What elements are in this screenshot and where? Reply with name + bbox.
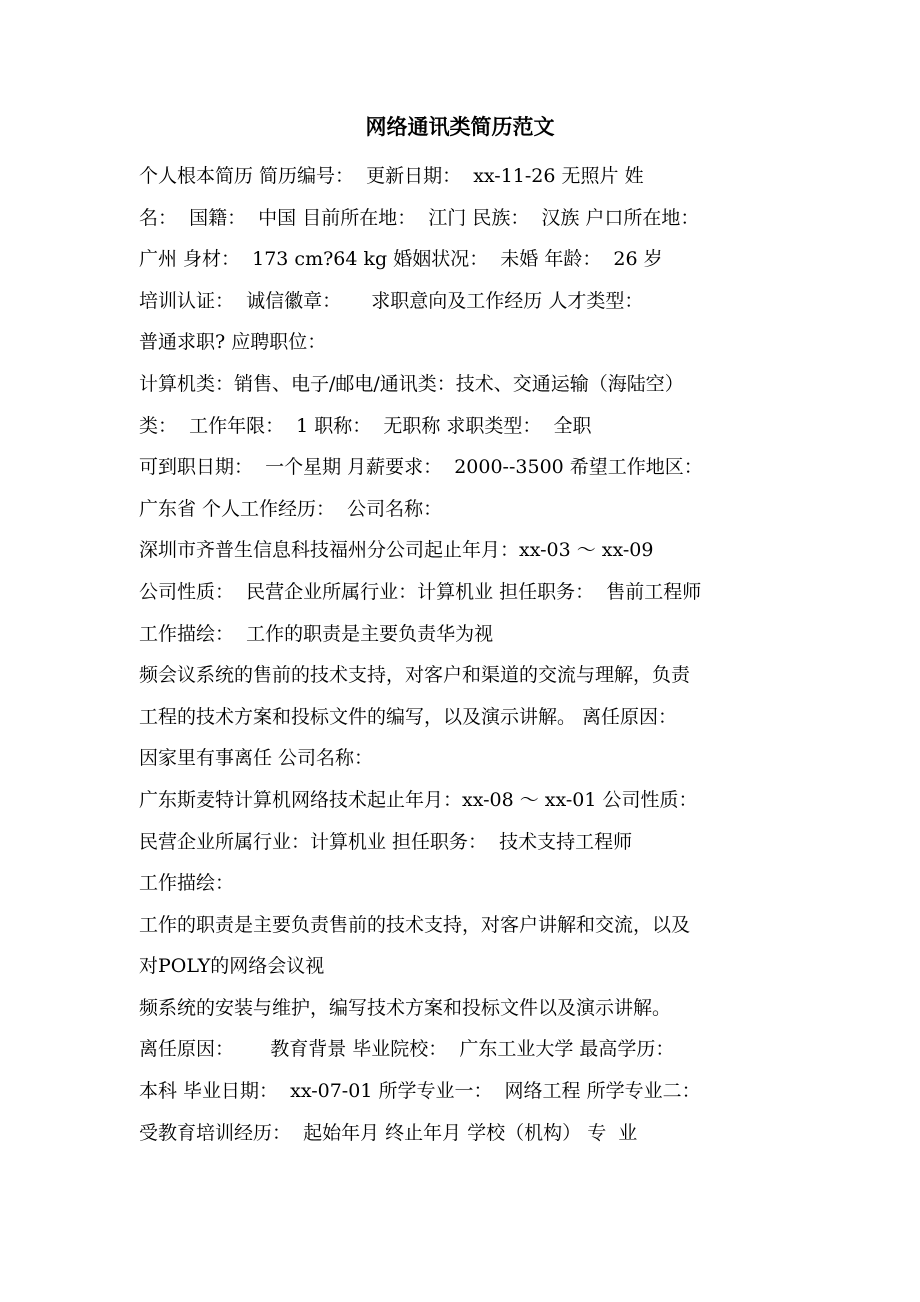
text-line: 广州 身材： 173 cm?64 kg 婚姻状况： 未婚 年龄： 26 岁 xyxy=(139,248,663,271)
text-line: 离任原因： 教育背景 毕业院校： 广东工业大学 最高学历： xyxy=(139,1038,675,1061)
text-line: 可到职日期： 一个星期 月薪要求： 2000--3500 希望工作地区： xyxy=(139,456,703,479)
text-line: 计算机类：销售、电子/邮电/通讯类：技术、交通运输（海陆空） xyxy=(139,372,684,395)
text-line: 受教育培训经历： 起始年月 终止年月 学校（机构） 专 业 xyxy=(139,1121,638,1144)
text-line: 培训认证： 诚信徽章： 求职意向及工作经历 人才类型： xyxy=(139,289,644,312)
text-line: 对POLY的网络会议视 xyxy=(139,955,325,978)
text-line: 工程的技术方案和投标文件的编写，以及演示讲解。 离任原因： xyxy=(139,705,678,728)
text-line: 工作描绘： 工作的职责是主要负责华为视 xyxy=(139,622,494,645)
text-line: 类： 工作年限： 1 职称： 无职称 求职类型： 全职 xyxy=(139,414,592,437)
text-line: 名： 国籍： 中国 目前所在地： 江门 民族： 汉族 户口所在地： xyxy=(139,206,700,229)
text-line: 普通求职? 应聘职位： xyxy=(139,331,327,354)
text-line: 公司性质： 民营企业所属行业：计算机业 担任职务： 售前工程师 xyxy=(139,580,702,603)
text-line: 深圳市齐普生信息科技福州分公司起止年月：xx-03 ～ xx-09 xyxy=(139,539,654,562)
text-line: 工作的职责是主要负责售前的技术支持，对客户讲解和交流，以及 xyxy=(139,913,691,936)
text-line: 因家里有事离任 公司名称： xyxy=(139,747,374,770)
text-line: 民营企业所属行业：计算机业 担任职务： 技术支持工程师 xyxy=(139,830,633,853)
text-line: 工作描绘： xyxy=(139,872,235,895)
text-line: 频系统的安装与维护，编写技术方案和投标文件以及演示讲解。 xyxy=(139,996,672,1019)
text-line: 频会议系统的售前的技术支持，对客户和渠道的交流与理解，负责 xyxy=(139,664,691,687)
text-line: 广东省 个人工作经历： 公司名称： xyxy=(139,497,443,520)
text-line: 广东斯麦特计算机网络技术起止年月：xx-08 ～ xx-01 公司性质： xyxy=(139,788,698,811)
text-line: 个人根本简历 简历编号： 更新日期： xx-11-26 无照片 姓 xyxy=(139,165,644,187)
document-body xyxy=(139,156,799,1154)
document-title: 网络通讯类简历范文 xyxy=(365,114,555,139)
text-line: 本科 毕业日期： xx-07-01 所学专业一： 网络工程 所学专业二： xyxy=(139,1080,701,1103)
